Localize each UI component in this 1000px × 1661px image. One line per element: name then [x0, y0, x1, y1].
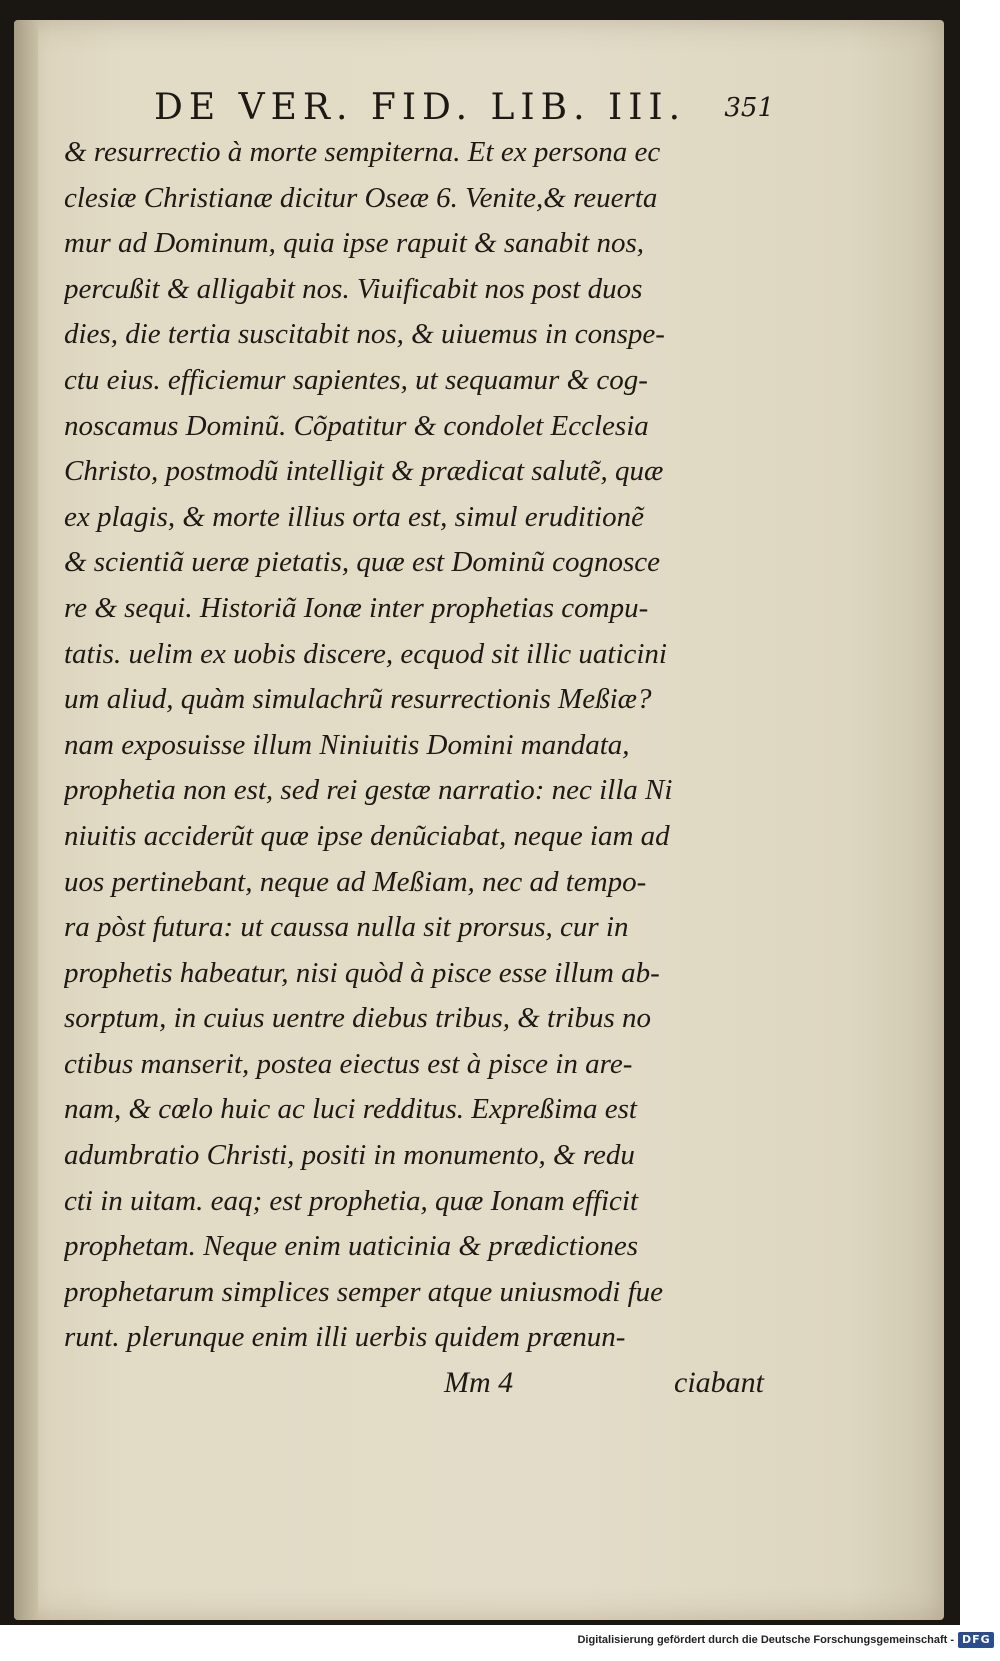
text-line: nam exposuisse illum Niniuitis Domini mandata,: [64, 728, 630, 761]
text-line: & scientiã ueræ pietatis, quæ est Dominũ cognosce: [64, 546, 661, 579]
text-line: runt. plerunque enim illi uerbis quidem prænun-: [64, 1321, 626, 1354]
text-line: ctibus manserit, postea eiectus est à pisce in are-: [64, 1047, 633, 1080]
text-line: ctu eius. efficiemur sapientes, ut sequamur & cog-: [64, 363, 648, 396]
credit-bar: [0, 1625, 1000, 1661]
body-text: [64, 130, 784, 1361]
text-line: nam, & cœlo huic ac luci redditus. Expreßima est: [64, 1093, 637, 1126]
text-line: cti in uitam. eaq; est prophetia, quæ Ionam efficit: [64, 1184, 639, 1217]
text-line: prophetis habeatur, nisi quòd à pisce esse illum ab-: [64, 956, 660, 989]
dfg-logo-label: DFG: [962, 1633, 991, 1646]
text-line: dies, die tertia suscitabit nos, & uiuemus in conspe-: [64, 318, 665, 351]
dfg-logo-icon: [958, 1632, 994, 1648]
text-line: niuitis acciderũt quæ ipse denũciabat, neque iam ad: [64, 819, 670, 852]
page-footer: [434, 1360, 764, 1410]
text-line: um aliud, quàm simulachrũ resurrectionis Meßiæ?: [64, 683, 652, 716]
page-gutter: [14, 20, 38, 1620]
text-line: prophetia non est, sed rei gestæ narratio: nec illa Ni: [64, 774, 673, 807]
text-line: Christo, postmodũ intelligit & prædicat salutẽ, quæ: [64, 455, 664, 488]
text-line: uos pertinebant, neque ad Meßiam, nec ad tempo-: [64, 865, 647, 898]
text-line: tatis. uelim ex uobis discere, ecquod sit illic uaticini: [64, 637, 667, 670]
text-line: noscamus Dominũ. Cõpatitur & condolet Ecclesia: [64, 409, 649, 442]
book-page: [14, 20, 944, 1620]
text-line: ex plagis, & morte illius orta est, simul eruditionẽ: [64, 500, 644, 533]
funding-credit: Digitalisierung gefördert durch die Deutsche Forschungsgemeinschaft -: [577, 1634, 954, 1646]
text-line: percußit & alligabit nos. Viuificabit nos post duos: [64, 272, 643, 305]
signature-mark: Mm 4: [444, 1366, 514, 1399]
running-head: [144, 75, 784, 135]
text-line: prophetarum simplices semper atque uniusmodi fue: [64, 1275, 664, 1308]
text-line: mur ad Dominum, quia ipse rapuit & sanabit nos,: [64, 227, 645, 260]
catchword: ciabant: [674, 1366, 764, 1399]
text-line: ra pòst futura: ut caussa nulla sit prorsus, cur in: [64, 911, 629, 944]
text-line: sorptum, in cuius uentre diebus tribus, & tribus no: [64, 1002, 651, 1035]
running-head-title: DE VER. FID. LIB. III.: [154, 87, 687, 128]
page-number: 351: [724, 93, 774, 123]
text-line: re & sequi. Historiã Ionæ inter prophetias compu-: [64, 591, 649, 624]
text-line: & resurrectio à morte sempiterna. Et ex persona ec: [64, 136, 661, 168]
text-line: clesiæ Christianæ dicitur Oseæ 6. Venite,& reuerta: [64, 181, 658, 214]
text-line: adumbratio Christi, positi in monumento, & redu: [64, 1139, 635, 1172]
text-line: prophetam. Neque enim uaticinia & prædictiones: [64, 1230, 639, 1263]
